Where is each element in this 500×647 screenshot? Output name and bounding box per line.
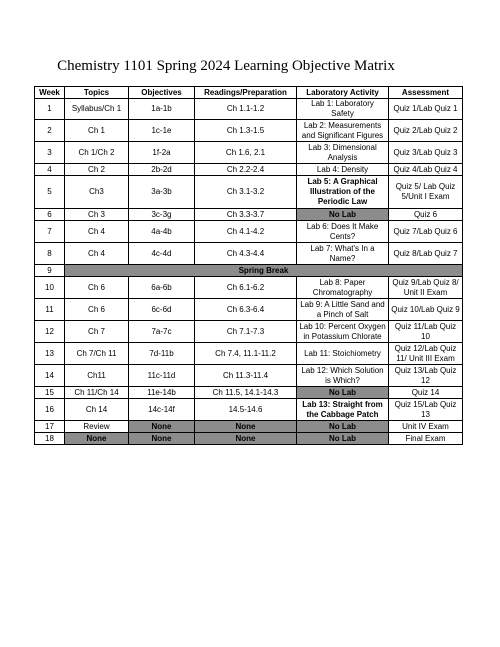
page-title: Chemistry 1101 Spring 2024 Learning Objective Matrix — [57, 58, 395, 74]
topics-cell: Ch 4 — [65, 243, 129, 265]
topics-cell: Ch 7/Ch 11 — [65, 343, 129, 365]
week-cell: 13 — [35, 343, 65, 365]
assessment-cell: Quiz 9/Lab Quiz 8/ Unit II Exam — [389, 277, 463, 299]
readings-cell: Ch 6.3-6.4 — [195, 299, 297, 321]
objectives-cell: None — [129, 433, 195, 445]
topics-cell: Ch 1/Ch 2 — [65, 142, 129, 164]
readings-cell: Ch 1.6, 2.1 — [195, 142, 297, 164]
readings-cell: Ch 7.1-7.3 — [195, 321, 297, 343]
header-assessment: Assessment — [389, 87, 463, 99]
objectives-cell: 2b-2d — [129, 164, 195, 176]
week-cell: 9 — [35, 265, 65, 277]
table-row — [35, 221, 463, 243]
objectives-cell: 6c-6d — [129, 299, 195, 321]
table-row — [35, 99, 463, 120]
topics-cell: Ch 4 — [65, 221, 129, 243]
lab-cell: Lab 1: Laboratory Safety — [297, 99, 389, 120]
topics-cell: Ch 1 — [65, 120, 129, 142]
assessment-cell: Quiz 1/Lab Quiz 1 — [389, 99, 463, 120]
objectives-cell: 14c-14f — [129, 399, 195, 421]
lab-cell: Lab 8: Paper Chromatography — [297, 277, 389, 299]
assessment-cell: Quiz 14 — [389, 387, 463, 399]
week-cell: 7 — [35, 221, 65, 243]
readings-cell: Ch 11.3-11.4 — [195, 365, 297, 387]
spring-break-row — [35, 265, 463, 277]
assessment-cell: Quiz 3/Lab Quiz 3 — [389, 142, 463, 164]
lab-cell: No Lab — [297, 433, 389, 445]
table-row — [35, 321, 463, 343]
readings-cell: Ch 11.5, 14.1-14.3 — [195, 387, 297, 399]
week-cell: 2 — [35, 120, 65, 142]
table-row — [35, 421, 463, 433]
readings-cell: None — [195, 421, 297, 433]
readings-cell: Ch 3.3-3.7 — [195, 209, 297, 221]
week-cell: 14 — [35, 365, 65, 387]
assessment-cell: Unit IV Exam — [389, 421, 463, 433]
assessment-cell: Quiz 5/ Lab Quiz 5/Unit I Exam — [389, 176, 463, 209]
objective-matrix-table — [34, 86, 463, 445]
readings-cell: Ch 3.1-3.2 — [195, 176, 297, 209]
assessment-cell: Quiz 7/Lab Quiz 6 — [389, 221, 463, 243]
table-row — [35, 399, 463, 421]
table-row — [35, 365, 463, 387]
lab-cell: No Lab — [297, 387, 389, 399]
objectives-cell: 11c-11d — [129, 365, 195, 387]
week-cell: 16 — [35, 399, 65, 421]
week-cell: 3 — [35, 142, 65, 164]
assessment-cell: Quiz 13/Lab Quiz 12 — [389, 365, 463, 387]
week-cell: 6 — [35, 209, 65, 221]
lab-cell: Lab 12: Which Solution is Which? — [297, 365, 389, 387]
assessment-cell: Quiz 12/Lab Quiz 11/ Unit III Exam — [389, 343, 463, 365]
week-cell: 10 — [35, 277, 65, 299]
lab-cell: Lab 6: Does It Make Cents? — [297, 221, 389, 243]
spring-break-cell: Spring Break — [65, 265, 463, 277]
topics-cell: Ch 14 — [65, 399, 129, 421]
topics-cell: Review — [65, 421, 129, 433]
header-topics: Topics — [65, 87, 129, 99]
assessment-cell: Quiz 6 — [389, 209, 463, 221]
topics-cell: Ch3 — [65, 176, 129, 209]
table-row — [35, 277, 463, 299]
objectives-cell: 1a-1b — [129, 99, 195, 120]
week-cell: 8 — [35, 243, 65, 265]
week-cell: 1 — [35, 99, 65, 120]
lab-cell: Lab 9: A Little Sand and a Pinch of Salt — [297, 299, 389, 321]
lab-cell: No Lab — [297, 421, 389, 433]
lab-cell: Lab 2: Measurements and Significant Figures — [297, 120, 389, 142]
topics-cell: Ch 6 — [65, 277, 129, 299]
assessment-cell: Quiz 8/Lab Quiz 7 — [389, 243, 463, 265]
week-cell: 17 — [35, 421, 65, 433]
table-row — [35, 164, 463, 176]
table-row — [35, 299, 463, 321]
lab-cell: Lab 4: Density — [297, 164, 389, 176]
topics-cell: Ch 6 — [65, 299, 129, 321]
readings-cell: Ch 6.1-6.2 — [195, 277, 297, 299]
table-row — [35, 343, 463, 365]
header-readings: Readings/Preparation — [195, 87, 297, 99]
topics-cell: Ch11 — [65, 365, 129, 387]
assessment-cell: Final Exam — [389, 433, 463, 445]
objectives-cell: 4a-4b — [129, 221, 195, 243]
table-row — [35, 176, 463, 209]
table-row — [35, 120, 463, 142]
objectives-cell: 4c-4d — [129, 243, 195, 265]
objectives-cell: 1c-1e — [129, 120, 195, 142]
week-cell: 4 — [35, 164, 65, 176]
topics-cell: Ch 3 — [65, 209, 129, 221]
lab-cell: No Lab — [297, 209, 389, 221]
table-row — [35, 209, 463, 221]
week-cell: 15 — [35, 387, 65, 399]
objectives-cell: 1f-2a — [129, 142, 195, 164]
objectives-cell: 3c-3g — [129, 209, 195, 221]
assessment-cell: Quiz 11/Lab Quiz 10 — [389, 321, 463, 343]
week-cell: 12 — [35, 321, 65, 343]
lab-cell: Lab 11: Stoichiometry — [297, 343, 389, 365]
topics-cell: None — [65, 433, 129, 445]
lab-cell: Lab 5: A Graphical Illustration of the Periodic Law — [297, 176, 389, 209]
lab-cell: Lab 13: Straight from the Cabbage Patch — [297, 399, 389, 421]
table-row — [35, 387, 463, 399]
table-header-row — [35, 87, 463, 99]
assessment-cell: Quiz 10/Lab Quiz 9 — [389, 299, 463, 321]
topics-cell: Syllabus/Ch 1 — [65, 99, 129, 120]
table-row — [35, 243, 463, 265]
lab-cell: Lab 10: Percent Oxygen in Potassium Chlorate — [297, 321, 389, 343]
objectives-cell: 6a-6b — [129, 277, 195, 299]
assessment-cell: Quiz 2/Lab Quiz 2 — [389, 120, 463, 142]
header-lab-activity: Laboratory Activity — [297, 87, 389, 99]
readings-cell: Ch 2.2-2.4 — [195, 164, 297, 176]
readings-cell: Ch 7.4, 11.1-11.2 — [195, 343, 297, 365]
table-row — [35, 433, 463, 445]
objectives-cell: 11e-14b — [129, 387, 195, 399]
objectives-cell: None — [129, 421, 195, 433]
topics-cell: Ch 2 — [65, 164, 129, 176]
readings-cell: 14.5-14.6 — [195, 399, 297, 421]
week-cell: 11 — [35, 299, 65, 321]
topics-cell: Ch 7 — [65, 321, 129, 343]
readings-cell: Ch 4.1-4.2 — [195, 221, 297, 243]
assessment-cell: Quiz 15/Lab Quiz 13 — [389, 399, 463, 421]
readings-cell: Ch 1.1-1.2 — [195, 99, 297, 120]
topics-cell: Ch 11/Ch 14 — [65, 387, 129, 399]
lab-cell: Lab 7: What's In a Name? — [297, 243, 389, 265]
assessment-cell: Quiz 4/Lab Quiz 4 — [389, 164, 463, 176]
objectives-cell: 3a-3b — [129, 176, 195, 209]
week-cell: 18 — [35, 433, 65, 445]
header-objectives: Objectives — [129, 87, 195, 99]
week-cell: 5 — [35, 176, 65, 209]
objectives-cell: 7d-11b — [129, 343, 195, 365]
objectives-cell: 7a-7c — [129, 321, 195, 343]
readings-cell: Ch 1.3-1.5 — [195, 120, 297, 142]
header-week: Week — [35, 87, 65, 99]
readings-cell: Ch 4.3-4.4 — [195, 243, 297, 265]
lab-cell: Lab 3: Dimensional Analysis — [297, 142, 389, 164]
table-row — [35, 142, 463, 164]
readings-cell: None — [195, 433, 297, 445]
